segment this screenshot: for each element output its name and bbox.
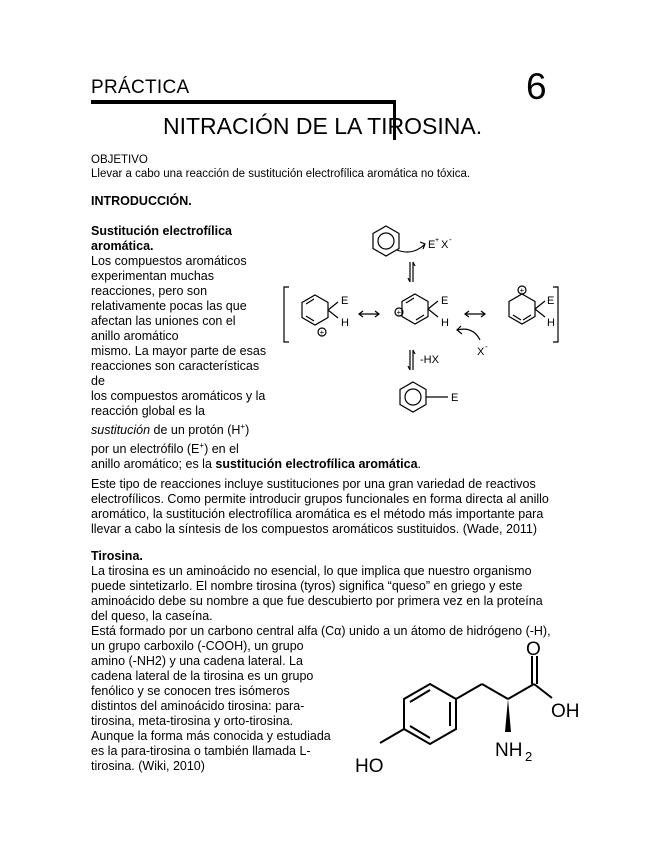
text-line: del queso, la caseína. [91, 609, 213, 623]
text-span: ) [245, 423, 250, 438]
bracket-left [284, 287, 289, 342]
text-line: reacciones, pero son [91, 284, 208, 298]
practice-label: PRÁCTICA [91, 77, 190, 98]
label-H: H [441, 317, 449, 329]
text-line: cadena lateral de la tirosina es un grupo [91, 669, 314, 683]
paragraph-2 [91, 477, 561, 537]
page-title: NITRACIÓN DE LA TIROSINA. [163, 113, 483, 139]
text-line: electrofílicos. Como permite introducir grupos funcionales en forma directa al anillo [91, 492, 549, 506]
reagent-X: X [441, 239, 449, 251]
text-line: es la para-tirosina o también llamada L- [91, 744, 311, 758]
text-line: relativamente pocas las que [91, 299, 247, 313]
reagent-plus: + [435, 237, 440, 244]
introduction-heading: INTRODUCCIÓN. [91, 194, 192, 208]
text-line: reacción global es la [91, 404, 205, 418]
text-line: distintos del aminoácido tirosina: para- [91, 699, 305, 713]
phenol-ring [404, 684, 456, 744]
base-minus: - [485, 342, 488, 351]
text-line: anillo aromático [91, 329, 179, 343]
text-line: de [91, 374, 105, 388]
tyrosine-narrow-text [91, 639, 331, 774]
text-line: Aunque la forma más conocida y estudiada [91, 729, 331, 743]
arrow-to-electrophile [397, 244, 425, 252]
text-line: tirosina. (Wiki, 2010) [91, 759, 205, 773]
text-line: afectan las uniones con el [91, 314, 236, 328]
italic-word: sustitución [91, 423, 151, 438]
text-span: anillo aromático; es la [91, 457, 216, 472]
text-span: de un protón (H [150, 423, 241, 438]
aromatic-circle [378, 233, 394, 249]
label-E: E [341, 295, 349, 307]
text-line: llevar a cabo la síntesis de los compuestos aromáticos sustituidos. (Wade, 2011) [91, 522, 538, 536]
text-line: puede sintetizarlo. El nombre tirosina (tyros) significa “queso” en griego y este [91, 579, 523, 593]
mechanism-diagram [275, 222, 565, 422]
base-X: X [477, 346, 485, 358]
text-span: . [417, 457, 422, 472]
atom-O: O [526, 639, 541, 660]
text-line: Este tipo de reacciones incluye sustituciones por una gran variedad de reactivos [91, 477, 536, 491]
text-line-last [91, 457, 421, 472]
text-line: reacciones son características [91, 359, 260, 373]
text-line: tirosina, meta-tirosina y orto-tirosina. [91, 714, 294, 728]
text-line: mismo. La mayor parte de esas [91, 344, 267, 358]
hydroxyl-bond [380, 729, 404, 743]
reagent-E: E [428, 239, 436, 251]
atom-NH: NH [495, 740, 523, 761]
text-span: por un electrófilo (E [91, 442, 200, 457]
atom-OH: OH [551, 701, 580, 722]
text-line: amino (-NH2) y una cadena lateral. La [91, 654, 303, 668]
text-line: experimentan muchas [91, 269, 214, 283]
atom-HO: HO [355, 756, 384, 777]
tyrosine-structure [350, 638, 590, 783]
text-line: Está formado por un carbono central alfa (Cα) unido a un átomo de hidrógeno (-H), [91, 624, 551, 638]
objective-text: Llevar a cabo una reacción de sustitución electrofílica aromática no tóxica. [91, 168, 471, 180]
text-line: Los compuestos aromáticos [91, 254, 247, 268]
label-E: E [441, 295, 449, 307]
sigma-complex-1 [302, 295, 328, 325]
plus-charge: + [396, 308, 402, 317]
tyrosine-paragraph [91, 564, 561, 639]
superscript: + [199, 441, 205, 451]
label-H: H [547, 317, 555, 329]
text-line-electrophile [91, 438, 421, 457]
objective-heading: OBJETIVO [91, 154, 148, 166]
sigma-complex-2 [402, 294, 428, 324]
base-arrow [457, 329, 480, 340]
text-line: aromático, la sustitución electrofílica aromática es el método más importante para [91, 507, 544, 521]
text-line: La tirosina es un aminoácido no esencial, lo que implica que nuestro organismo [91, 564, 532, 578]
text-line: aminoácido debe su nombre a que fue descubierto por primera vez en la proteína [91, 594, 543, 608]
tyrosine-heading: Tirosina. [91, 549, 143, 563]
text-line: un grupo carboxilo (-COOH), un grupo [91, 639, 304, 653]
reagent-minus: - [449, 235, 452, 244]
label-E: E [547, 295, 555, 307]
wedge-bond [505, 699, 511, 732]
subscript-2: 2 [525, 749, 533, 764]
plus-charge: + [519, 286, 525, 295]
benzene-ring-product [400, 382, 426, 412]
plus-charge: + [319, 328, 325, 337]
text-span: ) en el [204, 442, 239, 457]
bold-phrase: sustitución electrofílica aromática [215, 457, 418, 472]
label-H: H [341, 317, 349, 329]
text-line: los compuestos aromáticos y la [91, 389, 266, 403]
practice-number: 6 [526, 66, 547, 107]
sigma-complex-3 [509, 294, 535, 324]
product-E: E [451, 392, 459, 404]
section1-heading-line: aromática. [91, 239, 154, 253]
section1-heading-line: Sustitución electrofílica [91, 224, 233, 238]
superscript: + [240, 422, 246, 431]
carboxyl-bond [508, 684, 534, 699]
text-line: fenólico y se conocen tres isómeros [91, 684, 290, 698]
minus-hx-label: -HX [420, 354, 439, 366]
ch2-bond [456, 684, 482, 699]
header-rule [91, 100, 396, 104]
benzene-ring-reactant [373, 226, 399, 256]
